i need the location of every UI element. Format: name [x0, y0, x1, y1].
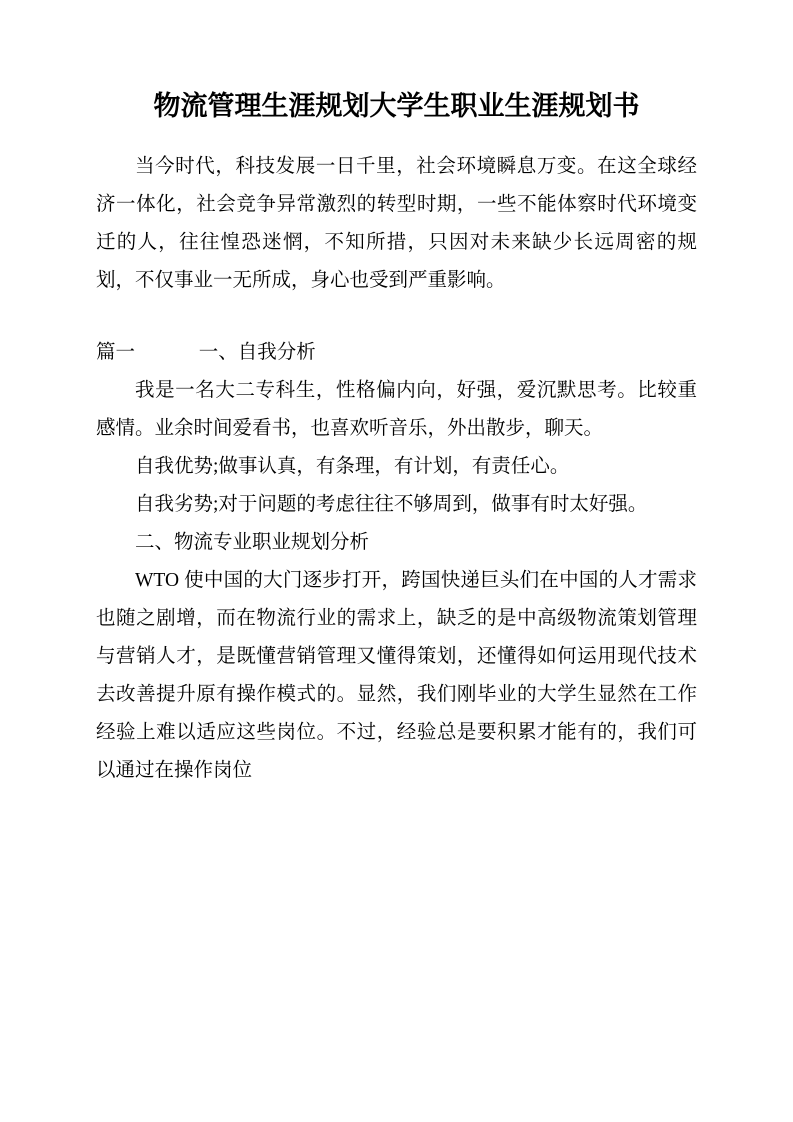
page-title: 物流管理生涯规划大学生职业生涯规划书 [153, 91, 640, 122]
paragraph-spacer [96, 300, 697, 334]
section-heading-self-analysis: 一、自我分析 [198, 342, 316, 363]
section-marker-row [96, 334, 697, 372]
intro-paragraph: 当今时代，科技发展一日千里，社会环境瞬息万变。在这全球经济一体化，社会竞争异常激烈的转型时期，一些不能体察时代环境变迁的人，往往惶恐迷惘，不知所措，只因对未来缺少长远周密的规划，不仅事业一无所成，身心也受到严重影响。 [96, 156, 697, 291]
section-heading-career-analysis: 二、物流专业职业规划分析 [135, 532, 370, 553]
section-marker-label: 篇一 [96, 342, 136, 363]
wto-paragraph: WTO 使中国的大门逐步打开，跨国快递巨头们在中国的人才需求也随之剧增，而在物流行业的需求上，缺乏的是中高级物流策划管理与营销人才，是既懂营销管理又懂得策划，还懂得如何运用现代技术去改善提升原有操作模式的。显然，我们刚毕业的大学生显然在工作经验上难以适应这些岗位。不过，经验总是要积累才能有的，我们可以通过在操作岗位 [96, 570, 697, 781]
self-analysis-paragraph: 我是一名大二专科生，性格偏内向，好强，爱沉默思考。比较重感情。业余时间爱看书，也喜欢听音乐，外出散步，聊天。 [96, 380, 697, 439]
self-strength-paragraph: 自我优势;做事认真，有条理，有计划，有责任心。 [135, 456, 570, 477]
self-weakness-paragraph: 自我劣势;对于问题的考虑往往不够周到，做事有时太好强。 [135, 494, 648, 515]
